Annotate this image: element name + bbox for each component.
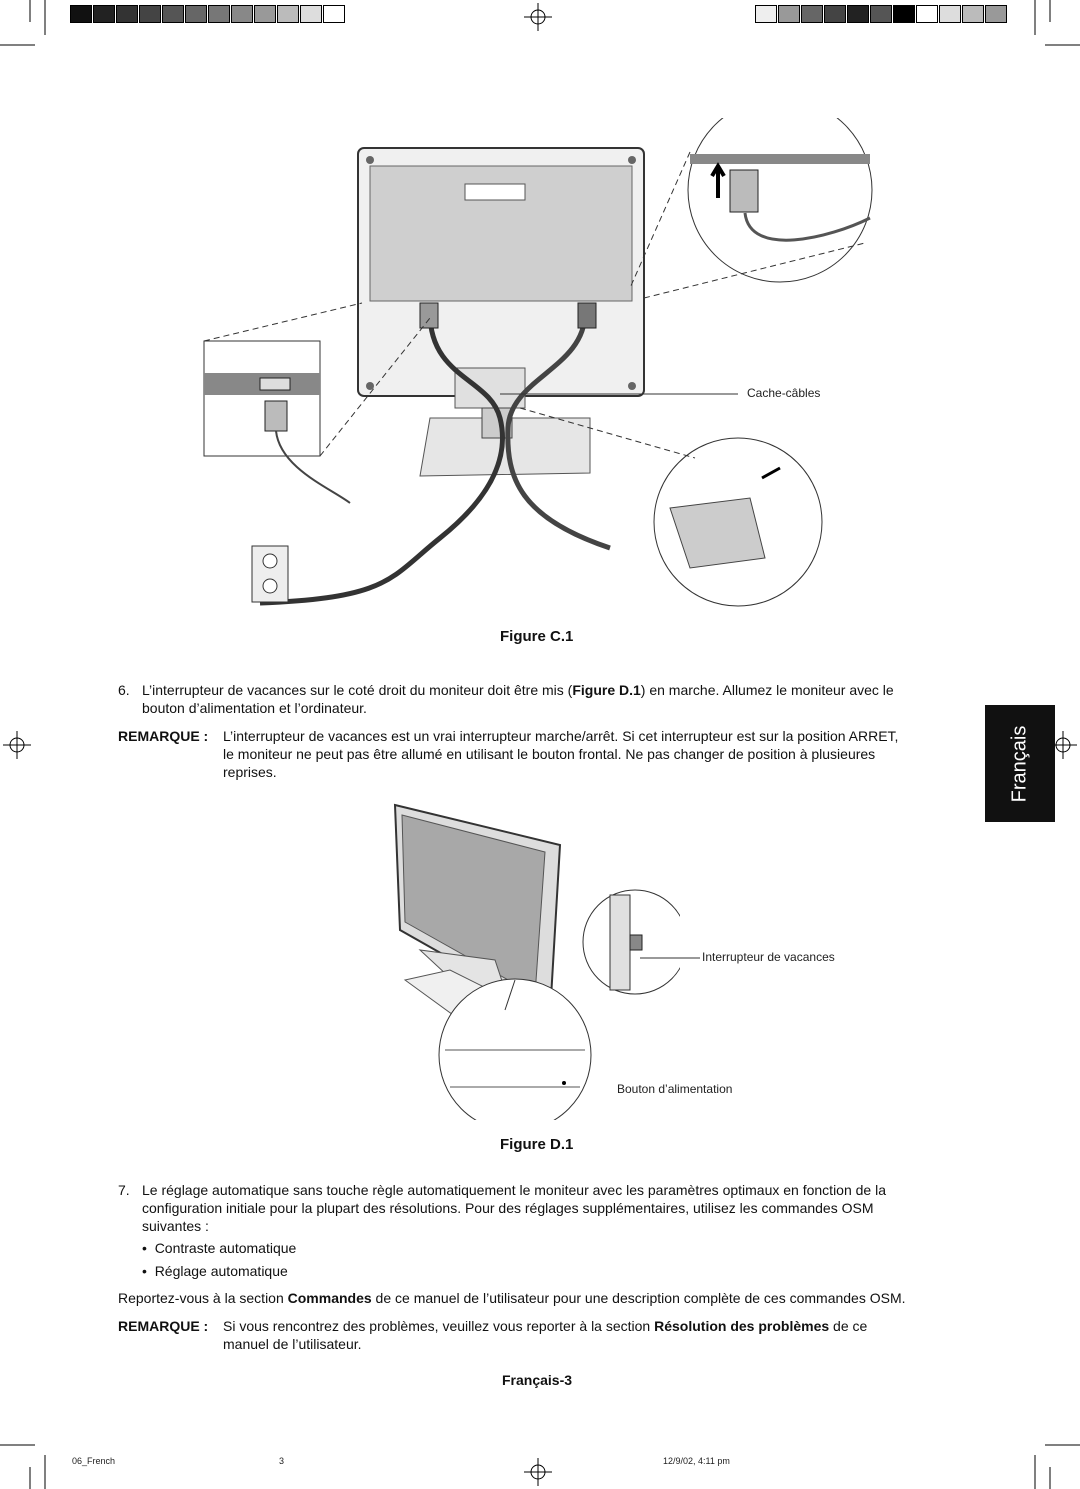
color-swatch <box>323 5 345 23</box>
step-6-number: 6. <box>118 682 130 698</box>
power-button-callout: Bouton d’alimentation <box>617 1082 733 1096</box>
step-7-line1: Le réglage automatique sans touche règle automatiquement le moniteur avec les paramètres optimaux en fonction de la <box>142 1182 887 1198</box>
bullet-item: • Réglage automatique <box>142 1263 288 1279</box>
color-swatch <box>916 5 938 23</box>
color-swatch <box>139 5 161 23</box>
language-tab: Français <box>985 705 1055 822</box>
step-7-line2: configuration initiale pour la plupart des résolutions. Pour des réglages supplémentaires, utilisez les commandes OSM <box>142 1200 874 1216</box>
footer-page: 3 <box>279 1456 285 1466</box>
color-swatch <box>116 5 138 23</box>
step-7-number: 7. <box>118 1182 130 1198</box>
figure-c1-illustration <box>190 118 890 618</box>
color-swatch <box>254 5 276 23</box>
color-swatch <box>277 5 299 23</box>
color-swatch <box>939 5 961 23</box>
reference-paragraph: Reportez-vous à la section Commandes de ce manuel de l’utilisateur pour une description complète de ces commandes OSM. <box>118 1290 906 1306</box>
color-swatch <box>208 5 230 23</box>
footer-file: 06_French <box>72 1456 116 1466</box>
step-6-line1: L’interrupteur de vacances sur le coté droit du moniteur doit être mis (Figure D.1) en marche. Allumez le moniteur avec le <box>142 682 894 698</box>
remark-2-line1: Si vous rencontrez des problèmes, veuillez vous reporter à la section Résolution des problèmes de ce <box>223 1318 868 1334</box>
color-swatch <box>755 5 777 23</box>
vacation-switch-callout: Interrupteur de vacances <box>702 950 835 964</box>
color-swatch <box>185 5 207 23</box>
color-swatch <box>231 5 253 23</box>
figure-d1-illustration <box>380 800 680 1120</box>
step-6-line2: bouton d’alimentation et l’ordinateur. <box>142 700 367 716</box>
color-swatch <box>778 5 800 23</box>
color-swatch <box>162 5 184 23</box>
color-swatch <box>93 5 115 23</box>
color-swatch <box>962 5 984 23</box>
figure-d1-leaders <box>640 950 720 1100</box>
color-swatch <box>824 5 846 23</box>
remark-1-line2: le moniteur ne peut pas être allumé en utilisant le bouton frontal. Ne pas changer de position à plusieures <box>223 746 876 762</box>
page-number: Français-3 <box>502 1372 573 1388</box>
figure-d1-title: Figure D.1 <box>500 1136 574 1153</box>
remark-1-label: REMARQUE : <box>118 728 209 744</box>
figure-c1-title: Figure C.1 <box>500 628 574 645</box>
color-swatch <box>985 5 1007 23</box>
color-swatch <box>847 5 869 23</box>
remark-1-line3: reprises. <box>223 764 277 780</box>
step-7-line3: suivantes : <box>142 1218 209 1234</box>
bullet-item: • Contraste automatique <box>142 1240 297 1256</box>
remark-2-line2: manuel de l’utilisateur. <box>223 1336 362 1352</box>
color-swatch <box>870 5 892 23</box>
cable-cover-callout: Cache-câbles <box>747 386 821 400</box>
color-swatch <box>893 5 915 23</box>
color-swatch <box>70 5 92 23</box>
remark-2-label: REMARQUE : <box>118 1318 209 1334</box>
color-swatch <box>300 5 322 23</box>
color-swatch <box>801 5 823 23</box>
footer-date: 12/9/02, 4:11 pm <box>663 1456 730 1466</box>
remark-1-line1: L’interrupteur de vacances est un vrai interrupteur marche/arrêt. Si cet interrupteur est sur la position ARRET, <box>223 728 899 744</box>
